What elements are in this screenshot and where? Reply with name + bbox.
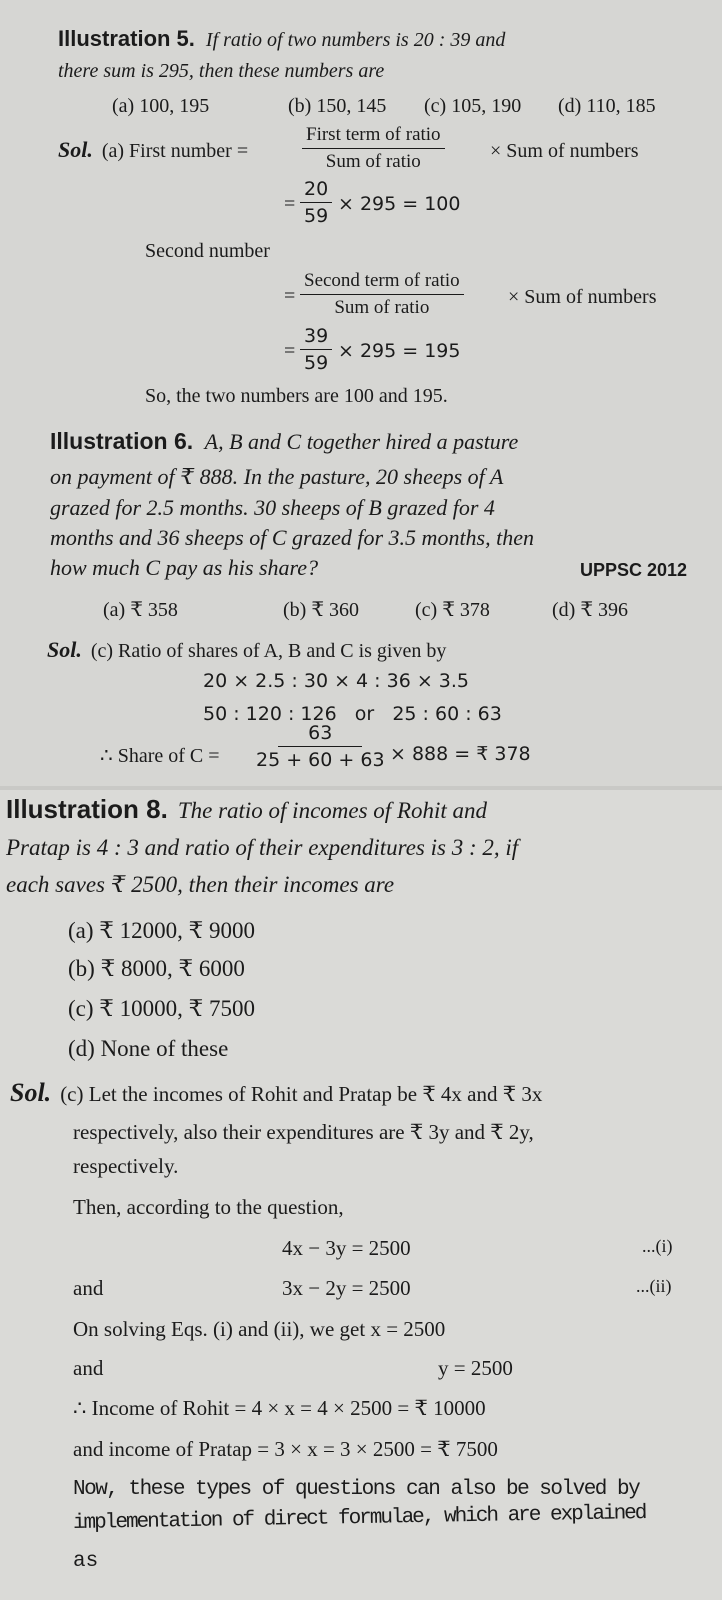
illustration-6-option-b: (b) ₹ 360	[283, 599, 360, 621]
illustration-8-question-line-1	[6, 794, 487, 825]
fraction-denominator: 59	[304, 352, 329, 374]
illustration-8-solution-line-6: y = 2500	[438, 1356, 513, 1380]
illustration-5-sol-label: Sol.	[58, 137, 93, 162]
illustration-5-calc-1: × 295 = 100	[338, 193, 461, 215]
illustration-6-ratio-line-2: 50 : 120 : 126 or 25 : 60 : 63	[203, 703, 502, 725]
illustration-5-fraction-first	[302, 124, 445, 173]
illustration-5-fraction-20-59	[300, 178, 332, 227]
illustration-8-option-c: (c) ₹ 10000, ₹ 7500	[68, 996, 256, 1021]
illustration-5-question-line-1	[58, 26, 505, 52]
illustration-8-and-1: and	[73, 1276, 104, 1300]
equals-sign: =	[284, 285, 296, 307]
illustration-6-solution-line	[47, 637, 446, 663]
illustration-6-option-c: (c) ₹ 378	[415, 599, 490, 621]
illustration-8-solution-line-7: ∴ Income of Rohit = 4 × x = 4 × 2500 = ₹ 10000	[73, 1396, 486, 1420]
illustration-5-times-sum-2: × Sum of numbers	[508, 286, 657, 308]
illustration-8-and-2: and	[73, 1356, 104, 1380]
illustration-5-solution-line	[58, 137, 248, 163]
illustration-8-option-a: (a) ₹ 12000, ₹ 9000	[68, 918, 256, 943]
illustration-5-option-a: (a) 100, 195	[112, 95, 210, 117]
illustration-5-conclusion: So, the two numbers are 100 and 195.	[145, 385, 448, 407]
illustration-6-exam-tag: UPPSC 2012	[580, 560, 688, 580]
illustration-5-option-b: (b) 150, 145	[288, 95, 387, 117]
fraction-numerator: Second term of ratio	[300, 270, 464, 295]
equals-sign: =	[284, 193, 296, 215]
illustration-8-solution-line-4: Then, according to the question,	[73, 1195, 344, 1219]
illustration-6-question-line-5: how much C pay as his share?	[50, 555, 319, 580]
illustration-8-equation-1-tag: ...(i)	[642, 1236, 673, 1256]
illustration-6-share-label: ∴ Share of C =	[100, 745, 220, 767]
fraction-numerator: 63	[278, 722, 362, 747]
illustration-8-equation-2: 3x − 2y = 2500	[282, 1276, 411, 1300]
illustration-8-solution-line-11: as	[73, 1550, 99, 1573]
illustration-8-sol-text-1: (c) Let the incomes of Rohit and Pratap be ₹ 4x and ₹ 3x	[60, 1082, 543, 1106]
illustration-5-fraction-second	[300, 270, 464, 319]
illustration-6-sol-label: Sol.	[47, 637, 82, 662]
fraction-numerator: First term of ratio	[302, 124, 445, 149]
illustration-8-solution-line-1	[10, 1078, 542, 1108]
illustration-6-ratio-line-1: 20 × 2.5 : 30 × 4 : 36 × 3.5	[203, 670, 470, 692]
illustration-6-question-line-2: on payment of ₹ 888. In the pasture, 20 sheeps of A	[50, 464, 504, 489]
fraction-denominator: Sum of ratio	[334, 297, 430, 318]
illustration-8-section	[0, 790, 722, 1600]
illustration-8-heading: Illustration 8.	[6, 794, 168, 824]
illustration-6-question-line-1	[50, 428, 518, 455]
illustration-8-option-b: (b) ₹ 8000, ₹ 6000	[68, 956, 245, 981]
illustration-6-option-d: (d) ₹ 396	[552, 599, 629, 621]
illustration-8-sol-label: Sol.	[10, 1078, 52, 1107]
illustration-6-share-fraction	[256, 722, 385, 771]
equals-sign: =	[284, 340, 296, 362]
illustration-5-question-line-2: there sum is 295, then these numbers are	[58, 60, 385, 82]
illustration-5-option-d: (d) 110, 185	[558, 95, 656, 117]
illustration-6-share-calc: × 888 = ₹ 378	[390, 743, 531, 765]
illustration-8-solution-line-8: and income of Pratap = 3 × x = 3 × 2500 = ₹ 7500	[73, 1437, 498, 1461]
illustration-5-second-number-label: Second number	[145, 240, 270, 262]
illustration-5-fraction-39-59	[300, 325, 332, 374]
illustration-8-solution-line-9: Now, these types of questions can also be solved by	[73, 1478, 640, 1501]
illustration-8-question-line-2: Pratap is 4 : 3 and ratio of their expenditures is 3 : 2, if	[6, 835, 519, 860]
illustration-6-question-line-3: grazed for 2.5 months. 30 sheeps of B grazed for 4	[50, 495, 495, 520]
illustration-8-equation-2-tag: ...(ii)	[636, 1276, 672, 1296]
illustration-6-heading: Illustration 6.	[50, 428, 194, 454]
fraction-denominator: Sum of ratio	[325, 151, 421, 172]
fraction-numerator: 20	[300, 178, 332, 203]
illustration-5-heading: Illustration 5.	[58, 26, 195, 51]
illustration-6-sol-text: (c) Ratio of shares of A, B and C is given by	[90, 640, 447, 662]
fraction-denominator: 59	[304, 205, 329, 227]
illustration-8-option-d: (d) None of these	[68, 1036, 229, 1061]
illustration-5-times-sum-1: × Sum of numbers	[490, 140, 639, 162]
illustration-5-option-c: (c) 105, 190	[424, 95, 522, 117]
illustration-6-question-line-4: months and 36 sheeps of C grazed for 3.5 months, then	[50, 525, 534, 550]
illustration-5-question-text-1: If ratio of two numbers is 20 : 39 and	[205, 29, 506, 51]
illustration-5-calc-2: × 295 = 195	[338, 340, 461, 362]
illustration-5-6-section	[0, 0, 722, 790]
illustration-8-solution-line-2: respectively, also their expenditures are ₹ 3y and ₹ 2y,	[73, 1120, 534, 1144]
illustration-8-equation-1: 4x − 3y = 2500	[282, 1236, 411, 1260]
illustration-6-question-text-1: A, B and C together hired a pasture	[204, 429, 519, 454]
illustration-8-solution-line-5: On solving Eqs. (i) and (ii), we get x = 2500	[73, 1317, 446, 1341]
illustration-6-option-a: (a) ₹ 358	[103, 599, 178, 621]
fraction-numerator: 39	[300, 325, 332, 350]
illustration-5-sol-text: (a) First number =	[101, 140, 249, 162]
illustration-8-question-line-3: each saves ₹ 2500, then their incomes are	[6, 872, 395, 897]
fraction-denominator: 25 + 60 + 63	[256, 749, 385, 771]
illustration-8-solution-line-3: respectively.	[73, 1154, 179, 1178]
illustration-8-solution-line-10: implementation of direct formulae, which are explained	[72, 1502, 646, 1535]
illustration-8-question-text-1: The ratio of incomes of Rohit and	[177, 798, 488, 823]
